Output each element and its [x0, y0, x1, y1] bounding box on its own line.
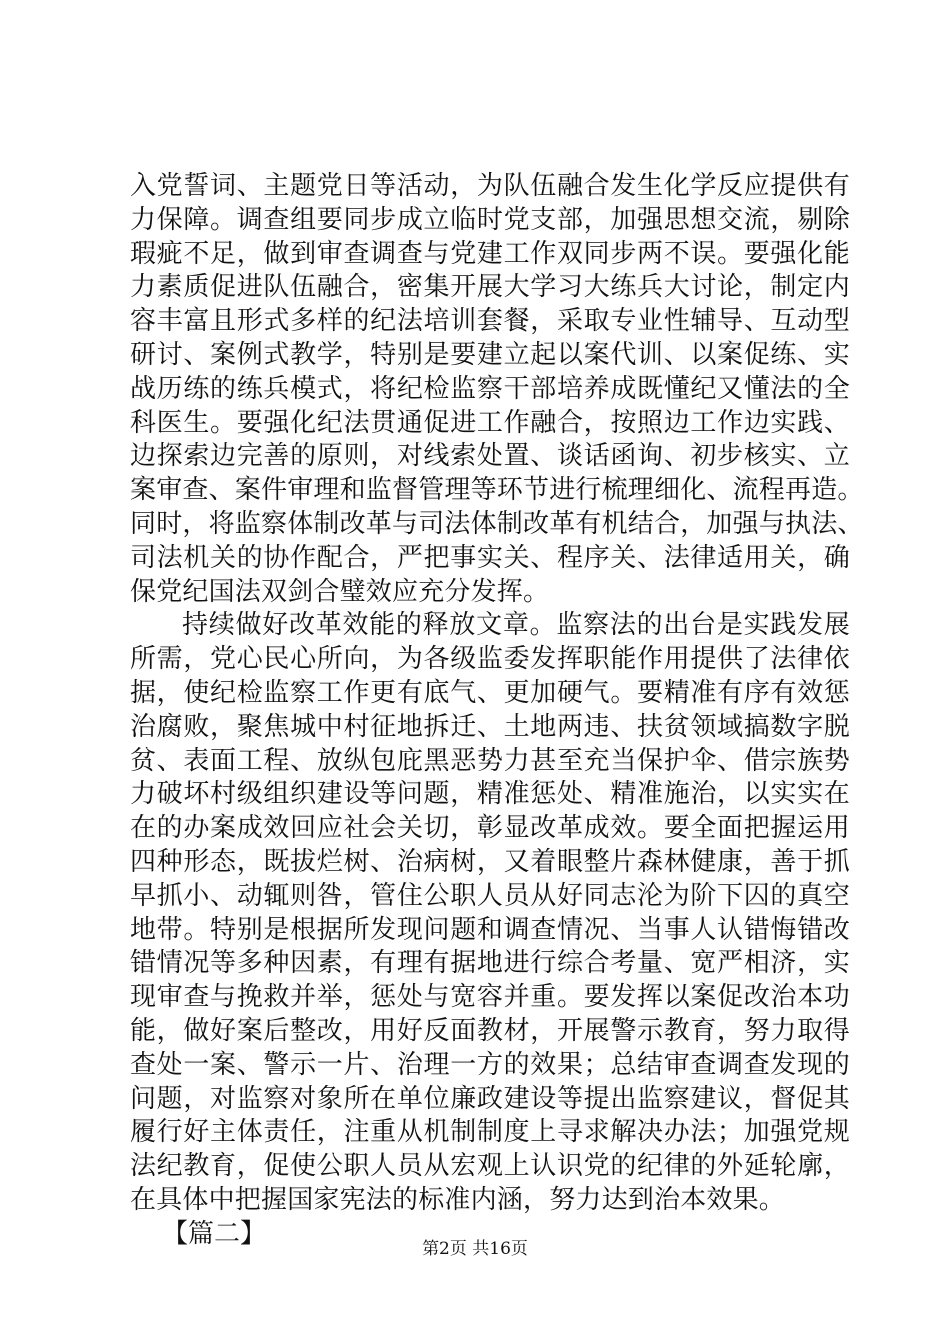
text-line: 治腐败，聚焦城中村征地拆迁、土地两违、扶贫领域搞数字脱 — [130, 711, 850, 742]
text-line: 贫、表面工程、放纵包庇黑恶势力甚至充当保护伞、借宗族势 — [130, 745, 850, 776]
text-line: 边探索边完善的原则，对线索处置、谈话函询、初步核实、立 — [130, 441, 850, 472]
page-number-footer: 第2页 共16页 — [422, 1239, 528, 1259]
text-line: 研讨、案例式教学，特别是要建立起以案代训、以案促练、实 — [130, 339, 850, 370]
text-line: 保党纪国法双剑合璧效应充分发挥。 — [130, 576, 550, 607]
text-line: 容丰富且形式多样的纪法培训套餐，采取专业性辅导、互动型 — [130, 306, 850, 337]
text-line: 查处一案、警示一片、治理一方的效果；总结审查调查发现的 — [130, 1049, 850, 1080]
text-line: 力保障。调查组要同步成立临时党支部，加强思想交流，剔除 — [130, 204, 850, 235]
text-line: 错情况等多种因素，有理有据地进行综合考量、宽严相济，实 — [130, 948, 850, 979]
text-line: 瑕疵不足，做到审查调查与党建工作双同步两不误。要强化能 — [130, 238, 850, 269]
text-line: 科医生。要强化纪法贯通促进工作融合，按照边工作边实践、 — [130, 407, 850, 438]
text-line: 现审查与挽救并举，惩处与宽容并重。要发挥以案促改治本功 — [130, 982, 850, 1013]
paragraph — [130, 170, 864, 609]
text-line: 司法机关的协作配合，严把事实关、程序关、法律适用关，确 — [130, 542, 850, 573]
text-line: 问题，对监察对象所在单位廉政建设等提出监察建议，督促其 — [130, 1083, 850, 1114]
text-line: 案审查、案件审理和监督管理等环节进行梳理细化、流程再造。 — [130, 475, 864, 506]
text-line: 所需，党心民心所向，为各级监委发挥职能作用提供了法律依 — [130, 644, 850, 675]
paragraph — [130, 609, 850, 1217]
document-body — [130, 170, 864, 1252]
text-line: 在具体中把握国家宪法的标准内涵，努力达到治本效果。 — [130, 1184, 786, 1215]
text-line: 同时，将监察体制改革与司法体制改革有机结合，加强与执法、 — [130, 508, 864, 539]
text-line: 入党誓词、主题党日等活动，为队伍融合发生化学反应提供有 — [130, 171, 850, 201]
text-line: 力素质促进队伍融合，密集开展大学习大练兵大讨论，制定内 — [130, 272, 850, 303]
text-line: 持续做好改革效能的释放文章。监察法的出台是实践发展 — [182, 610, 850, 641]
section-heading: 【篇二】 — [162, 1218, 267, 1249]
text-line: 法纪教育，促使公职人员从宏观上认识党的纪律的外延轮廓， — [130, 1151, 850, 1182]
text-line: 四种形态，既拔烂树、治病树，又着眼整片森林健康，善于抓 — [130, 846, 850, 877]
text-line: 早抓小、动辄则咎，管住公职人员从好同志沦为阶下囚的真空 — [130, 880, 850, 911]
text-line: 能，做好案后整改，用好反面教材，开展警示教育，努力取得 — [130, 1015, 850, 1046]
text-line: 力破坏村级组织建设等问题，精准惩处、精准施治，以实实在 — [130, 779, 850, 810]
text-line: 战历练的练兵模式，将纪检监察干部培养成既懂纪又懂法的全 — [130, 373, 850, 404]
text-line: 地带。特别是根据所发现问题和调查情况、当事人认错悔错改 — [130, 914, 850, 945]
text-line: 在的办案成效回应社会关切，彰显改革成效。要全面把握运用 — [130, 813, 850, 844]
text-line: 履行好主体责任，注重从机制制度上寻求解决办法；加强党规 — [130, 1117, 850, 1148]
text-line: 据，使纪检监察工作更有底气、更加硬气。要精准有序有效惩 — [130, 677, 850, 708]
